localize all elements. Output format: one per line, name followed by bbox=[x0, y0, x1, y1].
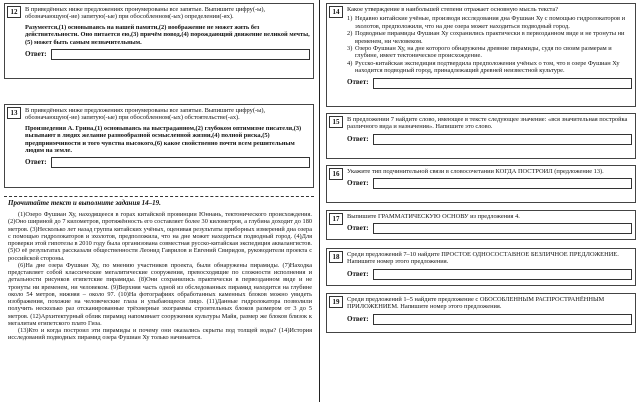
reading-heading: Прочитайте текст и выполните задания 14–19. bbox=[8, 199, 161, 207]
page-divider bbox=[319, 0, 320, 402]
reading-text bbox=[8, 211, 312, 342]
answer-row bbox=[347, 314, 632, 325]
task-number: 15 bbox=[329, 116, 343, 128]
paragraph: (6)На дне озера Фушиан Ху, по мнению участников проекта, были обнаружены пирамиды. (7)Находка представляет собой классические мегалитические сооружения, превосходящие по сложности исполнения и детальности рисунков египетские пирамиды. (8)Они сохранились практически в первозданном виде и не тронуты ни временем, ни человеком. (9)Верхняя часть одной из обследованных пирамид находится на глубине около 54 метров, нижняя – около 97. (10)На фотографиях обработанных каменных блоков можно увидеть изображения, похожие на человеческие глаза и улыбающееся лицо. (11)Данные гидролокатора позволили получить несколько раз отсканированные трёхмерные эхограммы строительных блоков размером от 3 до 5 метров. (12)Архитектурный облик пирамид напоминает сооружения культуры Майя, размер же блоков близок к мегалитам египетского плато Гиза. bbox=[8, 261, 312, 327]
answer-row bbox=[25, 157, 310, 168]
answer-label: Ответ: bbox=[347, 134, 369, 143]
paragraph: (1)Озеро Фушиан Ху, находящееся в горах китайской провинции Юннань, тектонического происхождения. (2)Оно шириной до 7 километров, протяжённость его составляет более 30 километров, а глубина доходит до 180 метров. (3)Несколько лет назад группа китайских учёных, оценивая результаты приборных измерений дна озера с помощью гидролокаторов и эхолотов, предположила, что на дне может находиться подводный город. (4)Для проверки этой гипотезы в 2010 году была организована совместная русско-китайская экспедиция аквалангистов. (5)О её результатах рассказали общественности Леонид Гаврилов и Евгений Свиридов, руководители проекта с российской стороны. bbox=[8, 211, 312, 262]
option-3: 3) Озеро Фушиан Ху, на дне которого обнаружены древние пирамиды, судя по своим размерам и глубине, имеет тектоническое происхождение. bbox=[347, 45, 612, 60]
answer-label: Ответ: bbox=[347, 78, 369, 87]
paragraph: (13)Кто и когда построил эти пирамиды и почему они оказались скрыты под толщей воды? (14)История исследований подводных пирамид озера Фушиан Ху только начинается. bbox=[8, 327, 312, 342]
task-question: В приведённых ниже предложениях пронумерованы все запятые. Выпишите цифру(-ы), обозначающую(-ие) запятую(-ые) при обособленном(-ых) определении(-ях). bbox=[25, 6, 266, 21]
answer-label: Ответ: bbox=[25, 158, 47, 167]
options-list bbox=[347, 15, 632, 74]
task-17 bbox=[326, 210, 636, 240]
answer-field-15[interactable] bbox=[373, 134, 632, 145]
task-text: Разумеется,(1) основываясь на нашей памяти,(2) воображение не может жить без действительности. Оно питается ею,(3) причём повод,(4) порождающий движение великой мечты,(5) может быть самым незначительным. bbox=[25, 23, 310, 46]
option-2: 2) Подводные пирамиды Фушиан Ху сохранились практически в первозданном виде и не тронуты ни временем, ни человеком. bbox=[347, 30, 625, 45]
task-question: Какое утверждение в наибольшей степени отражает основную мысль текста? bbox=[347, 6, 559, 13]
answer-field-18[interactable] bbox=[373, 269, 632, 280]
answer-field-14[interactable] bbox=[373, 78, 632, 89]
task-19 bbox=[326, 293, 636, 333]
task-number: 13 bbox=[7, 107, 21, 119]
answer-label: Ответ: bbox=[347, 314, 369, 323]
task-question: Среди предложений 1–5 найдите предложение с ОБОСОБЛЕННЫМ РАСПРОСТРАНЁННЫМ ПРИЛОЖЕНИЕМ. Напишите номер этого предложения. bbox=[347, 296, 605, 311]
task-question: В приведённых ниже предложениях пронумерованы все запятые. Выпишите цифру(-ы), обозначающую(-ие) запятую(-ые) при обособленном(-ых) обстоятельстве(-ах). bbox=[25, 107, 266, 122]
answer-row bbox=[347, 223, 632, 234]
task-number: 17 bbox=[329, 213, 343, 225]
task-question: Выпишите ГРАММАТИЧЕСКУЮ ОСНОВУ из предложения 4. bbox=[347, 213, 520, 220]
answer-field-12[interactable] bbox=[51, 49, 310, 60]
answer-field-19[interactable] bbox=[373, 314, 632, 325]
task-number: 18 bbox=[329, 251, 343, 263]
task-number: 19 bbox=[329, 296, 343, 308]
task-text: Произведения А. Грина,(1) основываясь на выстраданном,(2) глубоком оптимизме писателя,(3) вызывают в людях желание разнообразной осмысленной жизни,(4) полной риска,(5) предприимчивости и того чувства высокого,(6) какое свойственно почти всем решительным людям на земле. bbox=[25, 124, 302, 155]
task-number: 16 bbox=[329, 168, 343, 180]
answer-label: Ответ: bbox=[347, 269, 369, 278]
task-question: В предложении 7 найдите слово, имеющее в тексте следующее значение: «вся значительная постройка различного вида и назначения». Напишите это слово. bbox=[347, 116, 628, 131]
answer-label: Ответ: bbox=[347, 179, 369, 188]
left-column bbox=[0, 0, 318, 402]
right-column bbox=[322, 0, 640, 402]
section-divider bbox=[4, 196, 314, 197]
answer-field-17[interactable] bbox=[373, 223, 632, 234]
task-14 bbox=[326, 3, 636, 107]
task-question: Укажите тип подчинительной связи в словосочетании КОГДА ПОСТРОИЛ (предложение 13). bbox=[347, 168, 604, 175]
answer-row bbox=[347, 78, 632, 89]
task-16 bbox=[326, 165, 636, 203]
task-12 bbox=[4, 3, 314, 79]
option-4: 4) Русско-китайская экспедиция подтвердила предположения учёных о том, что в озере Фушиан Ху находится подводный город, принадлежащий древней неизвестной культуре. bbox=[347, 59, 620, 75]
task-question: Среди предложений 7–10 найдите ПРОСТОЕ ОДНОСОСТАВНОЕ БЕЗЛИЧНОЕ ПРЕДЛОЖЕНИЕ. Напишите номер этого предложения. bbox=[347, 251, 619, 266]
answer-row bbox=[25, 49, 310, 60]
answer-label: Ответ: bbox=[25, 49, 47, 58]
option-1: 1) Недавно китайские учёные, производя исследования дна Фушиан Ху с помощью гидролокаторов и эхолотов, предположили, что на дне озера может находиться подводный город. bbox=[347, 15, 626, 30]
task-number: 14 bbox=[329, 6, 343, 18]
answer-field-13[interactable] bbox=[51, 157, 310, 168]
task-13 bbox=[4, 104, 314, 188]
task-number: 12 bbox=[7, 6, 21, 18]
task-15 bbox=[326, 113, 636, 159]
answer-label: Ответ: bbox=[347, 224, 369, 233]
answer-row bbox=[347, 178, 632, 189]
task-18 bbox=[326, 248, 636, 286]
answer-row bbox=[347, 269, 632, 280]
answer-field-16[interactable] bbox=[373, 178, 632, 189]
answer-row bbox=[347, 134, 632, 145]
